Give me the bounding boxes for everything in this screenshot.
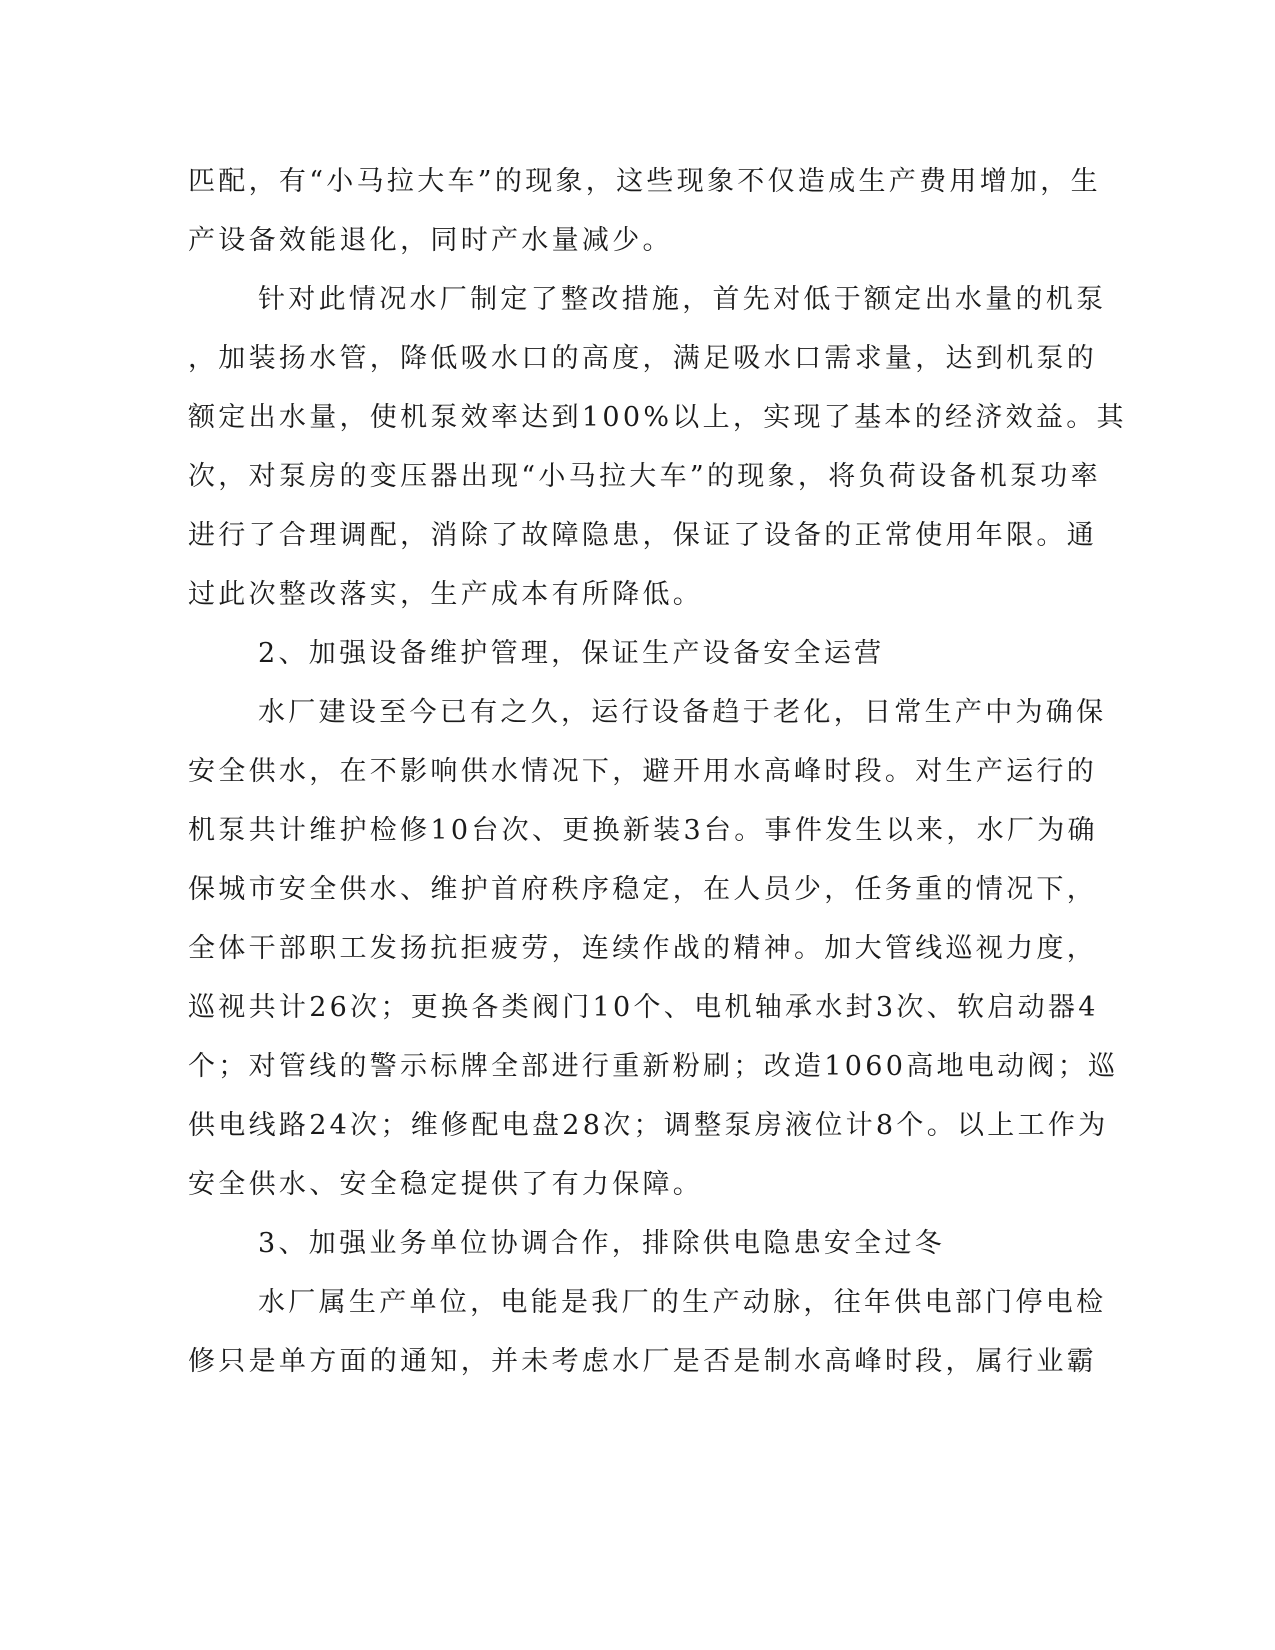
text-line: 巡视共计26次；更换各类阀门10个、电机轴承水封3次、软启动器4	[188, 992, 1099, 1023]
text-line: 个；对管线的警示标牌全部进行重新粉刷；改造1060高地电动阀；巡	[188, 1051, 1119, 1082]
text-line: 机泵共计维护检修10台次、更换新装3台。事件发生以来，水厂为确	[188, 815, 1098, 846]
text-line: 额定出水量，使机泵效率达到100%以上，实现了基本的经济效益。其	[188, 402, 1127, 433]
section-heading: 2、加强设备维护管理，保证生产设备安全运营	[258, 638, 885, 669]
text-line: 针对此情况水厂制定了整改措施，首先对低于额定出水量的机泵	[258, 284, 1107, 315]
text-line: 安全供水、安全稳定提供了有力保障。	[188, 1169, 704, 1200]
text-line: 进行了合理调配，消除了故障隐患，保证了设备的正常使用年限。通	[188, 520, 1097, 551]
text-line: 次，对泵房的变压器出现“小马拉大车”的现象，将负荷设备机泵功率	[188, 461, 1101, 492]
text-line: 全体干部职工发扬抗拒疲劳，连续作战的精神。加大管线巡视力度，	[188, 933, 1097, 964]
text-line: ，加装扬水管，降低吸水口的高度，满足吸水口需求量，达到机泵的	[188, 343, 1097, 374]
text-line: 修只是单方面的通知，并未考虑水厂是否是制水高峰时段，属行业霸	[188, 1346, 1097, 1377]
text-line: 水厂属生产单位，电能是我厂的生产动脉，往年供电部门停电检	[258, 1287, 1107, 1318]
text-line: 产设备效能退化，同时产水量减少。	[188, 225, 673, 256]
text-line: 安全供水，在不影响供水情况下，避开用水高峰时段。对生产运行的	[188, 756, 1097, 787]
text-line: 匹配，有“小马拉大车”的现象，这些现象不仅造成生产费用增加，生	[188, 166, 1101, 197]
text-line: 保城市安全供水、维护首府秩序稳定，在人员少，任务重的情况下，	[188, 874, 1097, 905]
section-heading: 3、加强业务单位协调合作，排除供电隐患安全过冬	[258, 1228, 946, 1259]
text-line: 供电线路24次；维修配电盘28次；调整泵房液位计8个。以上工作为	[188, 1110, 1109, 1141]
text-line: 水厂建设至今已有之久，运行设备趋于老化，日常生产中为确保	[258, 697, 1107, 728]
text-line: 过此次整改落实，生产成本有所降低。	[188, 579, 704, 610]
